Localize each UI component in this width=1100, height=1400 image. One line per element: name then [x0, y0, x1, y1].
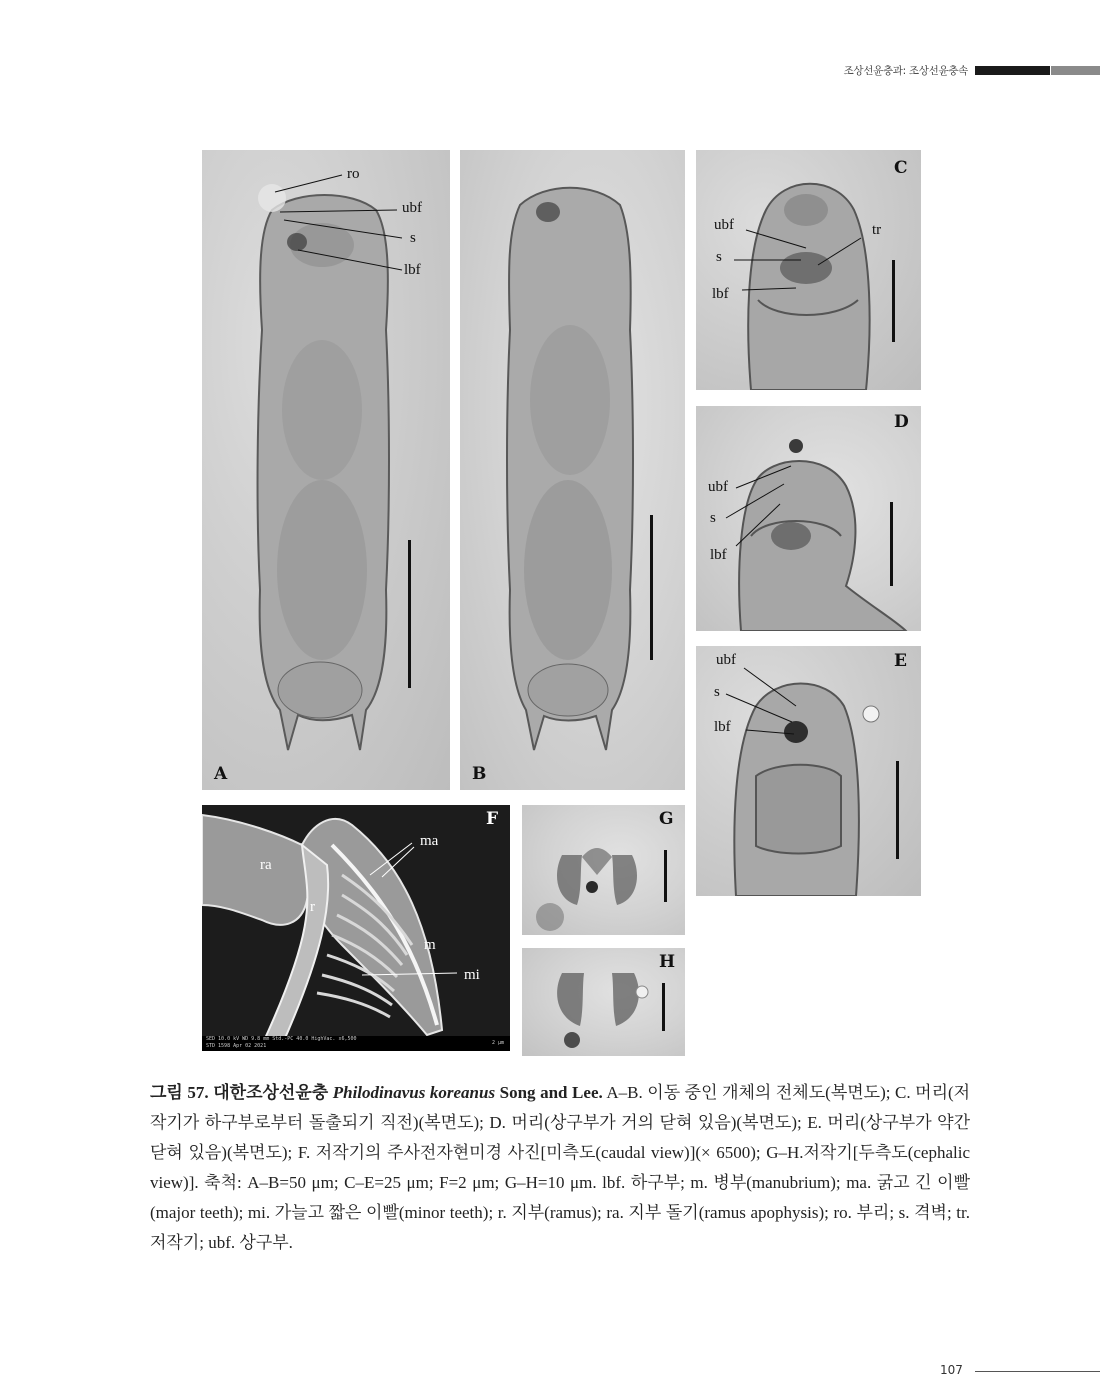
- panel-label: G: [659, 809, 674, 829]
- panel-b-specimen: [460, 150, 685, 790]
- label-ubf: ubf: [708, 479, 728, 495]
- scale-bar: [892, 260, 895, 342]
- panel-f-sem-image: [202, 805, 510, 1051]
- sem-info-line-1: SED 10.0 kV WD 9.8 mm Std.-PC 40.0 HighVac. x6,500: [206, 1036, 357, 1042]
- header-bar-gray: [1051, 66, 1100, 75]
- panel-e: [696, 646, 921, 896]
- panel-a: [202, 150, 450, 790]
- panel-f: [202, 805, 510, 1051]
- page-number: 107: [940, 1363, 963, 1377]
- panel-label: B: [472, 764, 487, 784]
- caption-korean-name: 대한조상선윤충: [213, 1083, 329, 1102]
- label-ubf: ubf: [402, 200, 422, 216]
- label-s: s: [714, 684, 720, 700]
- figure-caption: [150, 1078, 970, 1258]
- footer-rule: [975, 1371, 1100, 1372]
- label-lbf: lbf: [714, 719, 731, 735]
- panel-label: F: [486, 809, 499, 829]
- scale-bar: [662, 983, 665, 1031]
- running-header: 조상선윤충과: 조상선윤충속: [843, 65, 968, 77]
- sem-scale-label: 2 μm: [491, 1040, 504, 1046]
- label-ma: ma: [420, 833, 439, 849]
- caption-figure-number: 그림 57.: [150, 1083, 209, 1102]
- label-m: m: [424, 937, 436, 953]
- caption-body: A–B. 이동 중인 개체의 전체도(복면도); C. 머리(저작기가 하구부로부터 돌출되기 직전)(복면도); D. 머리(상구부가 거의 닫혀 있음)(복면도); E. 머리(상구부가 약간 닫혀 있음)(복면도); F. 저작기의 주사전자현미경 사진[미측도(caudal view)](× 6500); G–H.저작기[두측도(cephalic view)]. 축척: A–B=50 μm; C–E=25 μm; F=2 μm; G–H=10 μm. lbf. 하구부; m. 병부(manubrium); ma. 굵고 긴 이빨(major teeth); mi. 가늘고 짧은 이빨(minor teeth); r. 지부(ramus); ra. 지부 돌기(ramus apophysis); ro. 부리; s. 격벽; tr. 저작기; ubf. 상구부.: [150, 1083, 971, 1252]
- label-ubf: ubf: [716, 652, 736, 668]
- header-bar-dark: [975, 66, 1050, 75]
- panel-e-specimen: [696, 646, 921, 896]
- label-ro: ro: [347, 166, 360, 182]
- label-mi: mi: [464, 967, 480, 983]
- label-ubf: ubf: [714, 217, 734, 233]
- label-s: s: [710, 510, 716, 526]
- scale-bar: [650, 515, 653, 660]
- scale-bar: [664, 850, 667, 902]
- scale-bar: [896, 761, 899, 859]
- panel-d-specimen: [696, 406, 921, 631]
- label-lbf: lbf: [404, 262, 421, 278]
- label-lbf: lbf: [712, 286, 729, 302]
- panel-h: [522, 948, 685, 1056]
- panel-label: A: [214, 764, 228, 784]
- sem-info-line-2: STD 1598 Apr 02 2021: [206, 1043, 267, 1049]
- panel-g: [522, 805, 685, 935]
- caption-scientific-name: Philodinavus koreanus: [332, 1083, 496, 1102]
- panel-b: [460, 150, 685, 790]
- label-lbf: lbf: [710, 547, 727, 563]
- panel-label: H: [659, 952, 676, 972]
- label-s: s: [410, 230, 416, 246]
- scale-bar: [890, 502, 893, 586]
- panel-label: C: [894, 158, 908, 178]
- panel-label: E: [894, 651, 907, 671]
- panel-c-specimen: [696, 150, 921, 390]
- sem-info-bar: [202, 1036, 510, 1051]
- label-ra: ra: [260, 857, 272, 873]
- panel-d: [696, 406, 921, 631]
- label-s: s: [716, 249, 722, 265]
- label-tr: tr: [872, 222, 882, 238]
- caption-authority: Song and Lee.: [499, 1083, 603, 1102]
- label-r: r: [310, 899, 315, 915]
- panel-label: D: [894, 412, 909, 432]
- panel-c: [696, 150, 921, 390]
- scale-bar: [408, 540, 411, 688]
